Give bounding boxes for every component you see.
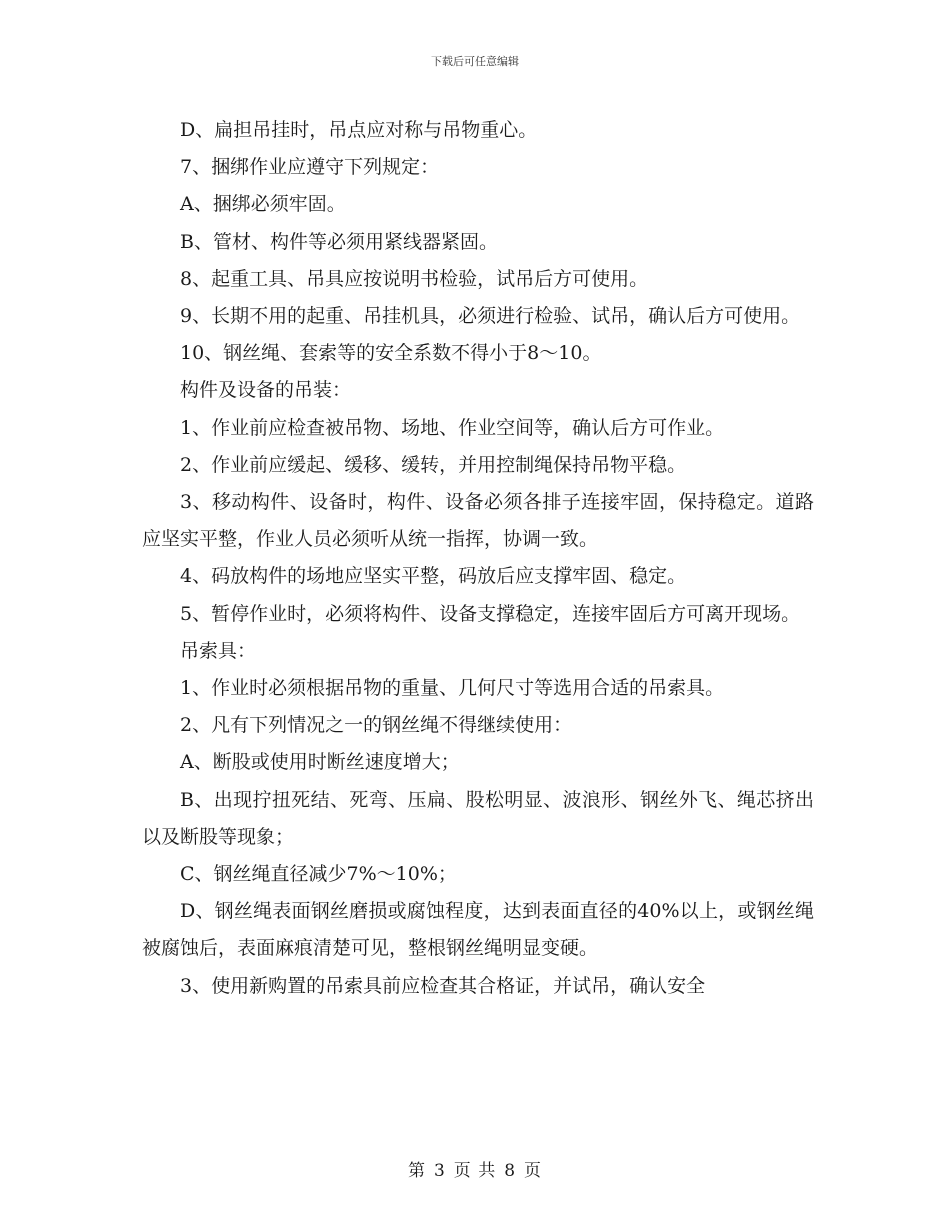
total-pages: 8 bbox=[504, 1161, 517, 1181]
footer-prefix: 第 bbox=[407, 1161, 426, 1181]
paragraph: D、钢丝绳表面钢丝磨损或腐蚀程度，达到表面直径的40%以上，或钢丝绳被腐蚀后，表面麻痕清楚可见，整根钢丝绳明显变硬。 bbox=[142, 900, 814, 960]
paragraph: 3、移动构件、设备时，构件、设备必须各排子连接牢固，保持稳定。道路应坚实平整，作业人员必须听从统一指挥，协调一致。 bbox=[142, 491, 814, 551]
footer-suffix: 页 bbox=[524, 1161, 543, 1181]
paragraph: 8、起重工具、吊具应按说明书检验，试吊后方可使用。 bbox=[180, 267, 649, 290]
paragraph: 1、作业时必须根据吊物的重量、几何尺寸等选用合适的吊索具。 bbox=[180, 677, 725, 700]
page-number: 3 bbox=[433, 1161, 446, 1181]
paragraph: 2、凡有下列情况之一的钢丝绳不得继续使用： bbox=[180, 714, 573, 737]
paragraph: 2、作业前应缓起、缓移、缓转，并用控制绳保持吊物平稳。 bbox=[180, 453, 687, 476]
paragraph: B、出现拧扭死结、死弯、压扁、股松明显、波浪形、钢丝外飞、绳芯挤出以及断股等现象； bbox=[142, 788, 814, 848]
section-heading: 吊索具： bbox=[180, 639, 257, 662]
paragraph: C、钢丝绳直径减少7%～10%； bbox=[180, 863, 457, 886]
page-footer bbox=[0, 1156, 950, 1181]
paragraph: D、扁担吊挂时，吊点应对称与吊物重心。 bbox=[180, 119, 538, 141]
paragraph: 1、作业前应检查被吊物、场地、作业空间等，确认后方可作业。 bbox=[180, 416, 725, 439]
paragraph: B、管材、构件等必须用紧线器紧固。 bbox=[180, 230, 498, 253]
paragraph: A、捆绑必须牢固。 bbox=[180, 193, 346, 216]
paragraph: 10、钢丝绳、套索等的安全系数不得小于8～10。 bbox=[180, 342, 602, 365]
document-body bbox=[142, 112, 814, 1005]
page-header: 下载后可任意编辑 bbox=[431, 55, 519, 68]
footer-middle: 页 共 bbox=[453, 1161, 497, 1181]
paragraph: 9、长期不用的起重、吊挂机具，必须进行检验、试吊，确认后方可使用。 bbox=[180, 305, 801, 328]
paragraph: 3、使用新购置的吊索具前应检查其合格证，并试吊，确认安全 bbox=[180, 974, 706, 997]
paragraph: 5、暂停作业时，必须将构件、设备支撑稳定，连接牢固后方可离开现场。 bbox=[180, 602, 801, 625]
section-heading: 构件及设备的吊装： bbox=[180, 379, 352, 402]
paragraph: A、断股或使用时断丝速度增大； bbox=[180, 751, 460, 774]
paragraph: 7、捆绑作业应遵守下列规定： bbox=[180, 156, 440, 179]
paragraph: 4、码放构件的场地应坚实平整，码放后应支撑牢固、稳定。 bbox=[180, 565, 687, 588]
